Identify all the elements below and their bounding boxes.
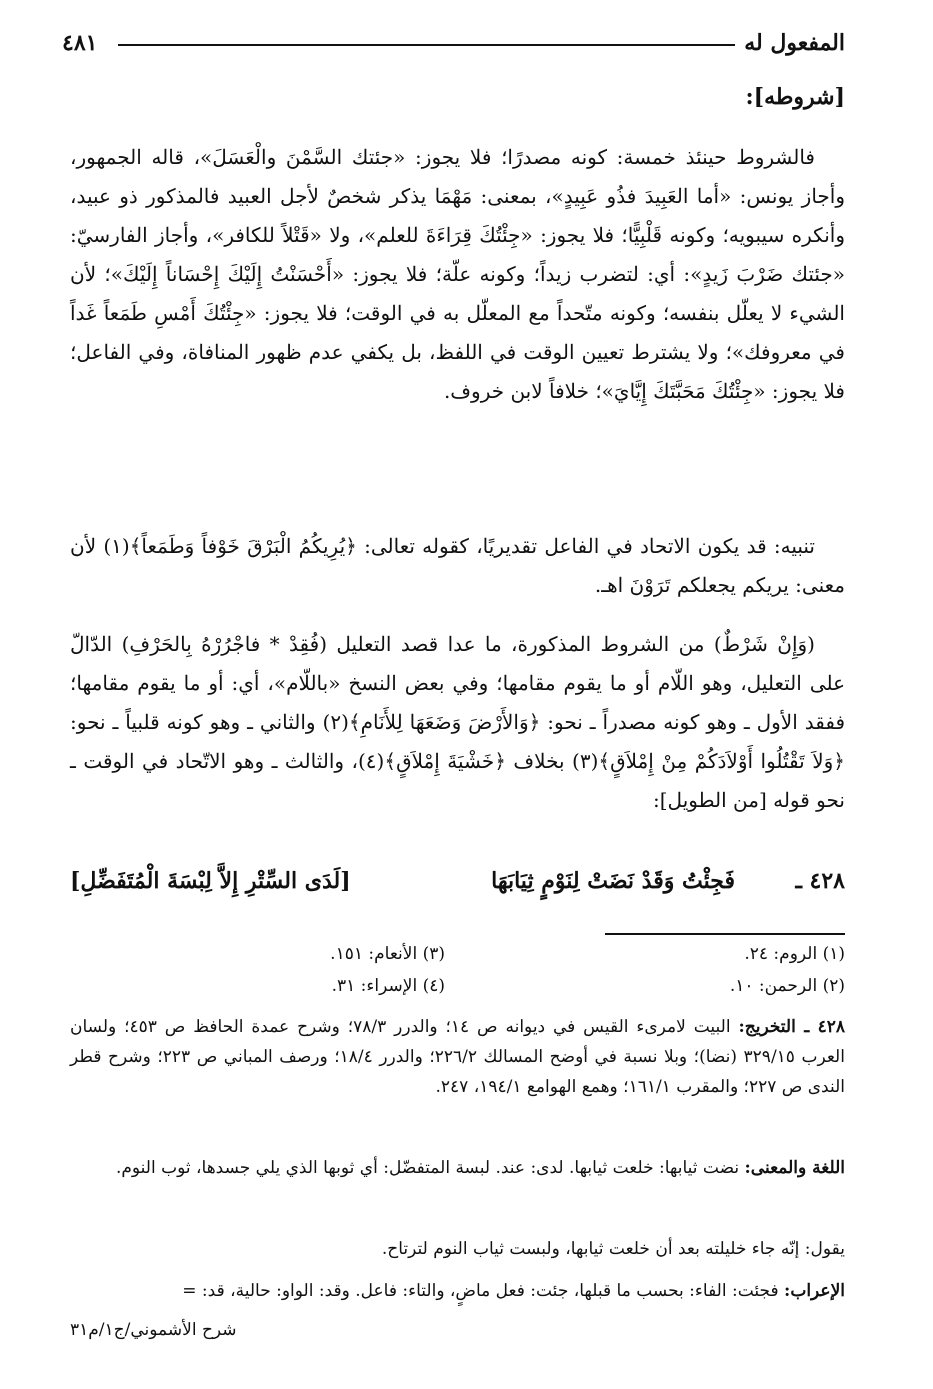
lugha-label: اللغة والمعنى: <box>744 1158 845 1178</box>
verse-second-hemistich: [لَدَى السِّتْرِ إِلاَّ لِبْسَةَ الْمُتَفَضِّلِ] <box>70 868 351 894</box>
commentary-lugha <box>70 1153 845 1183</box>
paragraph-text: تنبيه: قد يكون الاتحاد في الفاعل تقديريًا، كقوله تعالى: ﴿يُرِيكُمُ الْبَرْقَ خَوْفاً وَطَمَعاً﴾(١) لأن معنى: يريكم يجعلكم تَرَوْنَ اهـ. <box>70 534 845 597</box>
irab-label: الإعراب: <box>784 1281 845 1301</box>
running-header <box>62 30 845 64</box>
commentary-irab <box>70 1276 845 1306</box>
commentary-yaqul <box>70 1234 845 1264</box>
book-signature: شرح الأشموني/ج١/م٣١ <box>70 1320 237 1340</box>
paragraph-missing-condition <box>70 625 845 820</box>
takhrij-label: ٤٢٨ ـ التخريج: <box>738 1017 846 1037</box>
header-rule <box>118 44 735 46</box>
footnote: (٤) الإسراء: ٣١. <box>331 976 445 996</box>
verse-first-hemistich: فَجِئْتُ وَقَدْ نَضَتْ لِنَوْمٍ ثِيَابَهَا <box>491 868 735 894</box>
paragraph-conditions <box>70 138 845 411</box>
irab-text: فجئت: الفاء: بحسب ما قبلها، جئت: فعل ماضٍ، والتاء: فاعل. وقد: الواو: حالية، قد: = <box>182 1281 779 1301</box>
footnote-separator <box>605 933 845 935</box>
page-number: ٤٨١ <box>62 30 98 56</box>
chapter-title: المفعول له <box>744 30 845 56</box>
paragraph-note <box>70 527 845 605</box>
commentary-takhrij <box>70 1012 845 1102</box>
footnote: (٢) الرحمن: ١٠. <box>729 976 845 996</box>
footnote: (١) الروم: ٢٤. <box>744 944 845 964</box>
paragraph-text: فالشروط حينئذ خمسة: كونه مصدرًا؛ فلا يجوز: «جئتك السَّمْنَ والْعَسَلَ»، قاله الجمهور، وأجاز يونس: «أما العَبِيدَ فذُو عَبِيدٍ»، بمعنى: مَهْمَا يذكر شخصٌ لأجل العبيد فالمذكور ذو عبيد، وأنكره سيبويه؛ وكونه قَلْبِيًّا؛ فلا يجوز: «جِئْتُكَ قِرَاءَةَ للعلم»، ولا «قَتْلاً للكافر»، وأجاز الفارسيّ: «جئتك ضَرْبَ زَيدٍ»: أي: لتضرب زيداً؛ وكونه علّة؛ فلا يجوز: «أَحْسَنْتُ إِلَيْكَ إِحْسَاناً إِلَيْكَ»؛ لأن الشيء لا يعلّل بنفسه؛ وكونه متّحداً مع المعلّل به في الوقت؛ فلا يجوز: «جِئْتُكَ أَمْسِ طَمَعاً غَداً في معروفك»؛ ولا يشترط تعيين الوقت في اللفظ، بل يكفي عدم ظهور المنافاة، وفي الفاعل؛ فلا يجوز: «جِئْتُكَ مَحَبَّتَكَ إِيَّايَ»؛ خلافاً لابن خروف. <box>70 145 845 403</box>
footnote: (٣) الأنعام: ١٥١. <box>330 944 445 964</box>
lugha-text: نضت ثيابها: خلعت ثيابها. لدى: عند. لبسة المتفضّل: أي ثوبها الذي يلي جسدها، ثوب النوم. <box>115 1158 740 1178</box>
takhrij-text: البيت لامرىء القيس في ديوانه ص ١٤؛ والدرر ٧٨/٣؛ وشرح عمدة الحافظ ص ٤٥٣؛ ولسان العرب ٣٢٩/١٥ (نضا)؛ وبلا نسبة في أوضح المسالك ٢٢٦/٢؛ والدرر ١٨/٤؛ ورصف المباني ص ٢٢٣؛ وشرح قطر الندى ص ٢٢٧؛ والمقرب ١٦١/١؛ وهمع الهوامع ١٩٤/١، ٢٤٧. <box>70 1017 845 1097</box>
yaqul-text: يقول: إنّه جاء خليلته بعد أن خلعت ثيابها، ولبست ثياب النوم لترتاح. <box>381 1239 845 1259</box>
section-heading: [شروطه]: <box>745 84 845 110</box>
paragraph-text: (وَإِنْ شَرْطٌ) من الشروط المذكورة، ما عدا قصد التعليل (فُقِدْ * فاجْرُرْهُ بِالحَرْفِ) الدّالّ على التعليل، وهو اللّام أو ما يقوم مقامها؛ وفي بعض النسخ «باللّام»، أي: أو ما يقوم مقامها؛ ففقد الأول ـ وهو كونه مصدراً ـ نحو: ﴿وَالأَرْضَ وَضَعَهَا لِلأَنَامِ﴾(٢) والثاني ـ وهو كونه قلبياً ـ نحو: ﴿وَلاَ تَقْتُلُوا أَوْلاَدَكُمْ مِنْ إِمْلاَقٍ﴾(٣) بخلاف ﴿خَشْيَةَ إِمْلاَقٍ﴾(٤)، والثالث ـ وهو الاتّحاد في الوقت ـ نحو قوله [من الطويل]: <box>70 632 845 812</box>
poetry-verse <box>70 862 845 906</box>
verse-number: ٤٢٨ ـ <box>795 868 845 894</box>
